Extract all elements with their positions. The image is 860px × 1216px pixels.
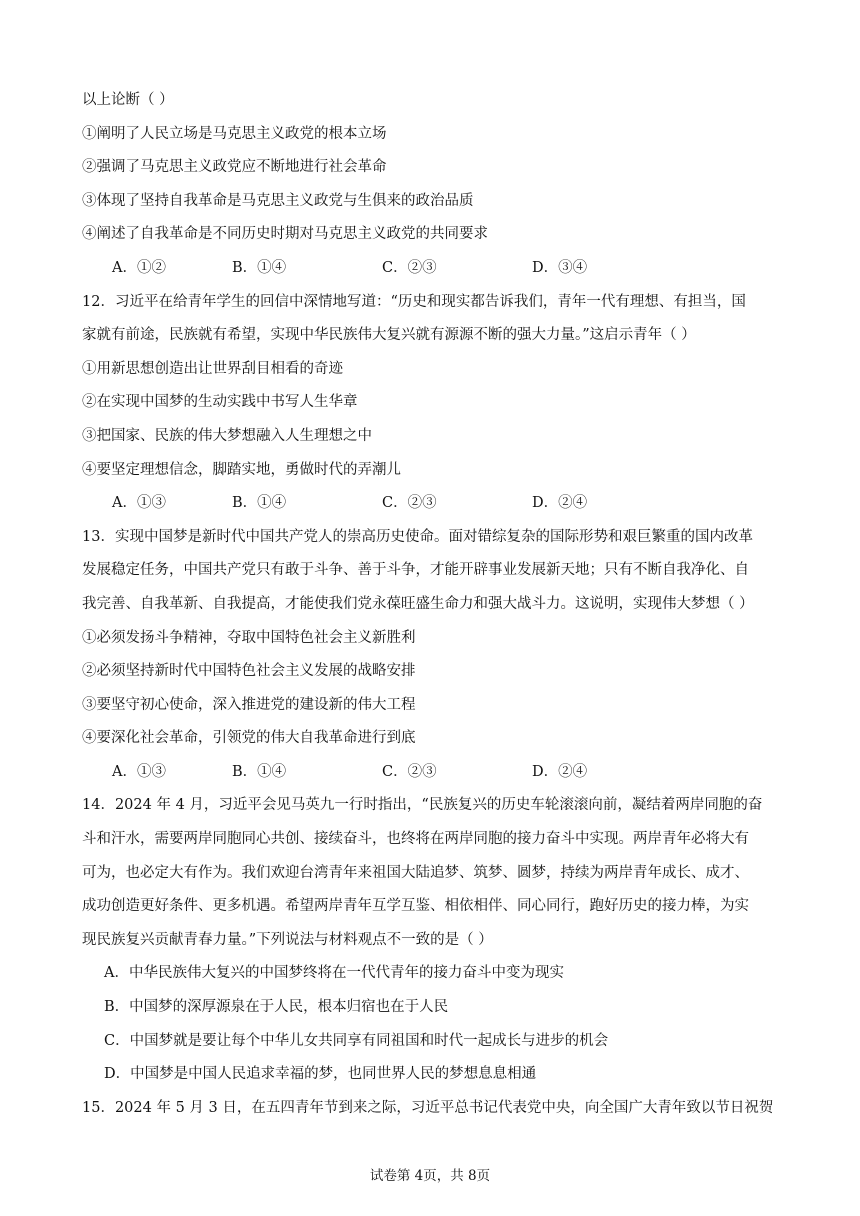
q13-choice-b: B．①④ xyxy=(232,763,287,780)
q13-option-4: ④要深化社会革命，引领党的伟大自我革命进行到底 xyxy=(82,730,416,747)
q15-stem-line: 15．2024 年 5 月 3 日，在五四青年节到来之际，习近平总书记代表党中央，向全国广大青年致以节日祝贺 xyxy=(82,1099,774,1116)
q12-choice-b: B．①④ xyxy=(232,495,287,512)
q14-choice-d: D．中国梦是中国人民追求幸福的梦，也同世界人民的梦想息息相通 xyxy=(104,1066,537,1083)
question-content xyxy=(82,86,782,1127)
q12-choice-a: A．①③ xyxy=(112,495,166,512)
q14-stem-line: 成功创造更好条件、更多机遇。希望两岸青年互学互鉴、相依相伴、同心同行，跑好历史的接力棒，为实 xyxy=(82,898,749,915)
q14-choice-c: C．中国梦就是要让每个中华儿女共同享有同祖国和时代一起成长与进步的机会 xyxy=(104,1032,609,1049)
q14-choice-a: A．中华民族伟大复兴的中国梦终将在一代代青年的接力奋斗中变为现实 xyxy=(104,965,564,982)
q12-option-3: ③把国家、民族的伟大梦想融入人生理想之中 xyxy=(82,427,372,444)
q14-stem-line: 现民族复兴贡献青春力量。”下列说法与材料观点不一致的是（ ） xyxy=(82,931,493,948)
q13-stem-line: 我完善、自我革新、自我提高，才能使我们党永葆旺盛生命力和强大战斗力。这说明，实现伟大梦想（ ） xyxy=(82,595,754,612)
page-footer: 试卷第 4页，共 8页 xyxy=(369,1168,491,1184)
q12-option-2: ②在实现中国梦的生动实践中书写人生华章 xyxy=(82,394,358,411)
q12-option-1: ①用新思想创造出让世界刮目相看的奇迹 xyxy=(82,360,343,377)
q14-stem-line: 可为，也必定大有作为。我们欢迎台湾青年来祖国大陆追梦、筑梦、圆梦，持续为两岸青年成长、成才、 xyxy=(82,864,749,881)
q13-stem-line: 13．实现中国梦是新时代中国共产党人的崇高历史使命。面对错综复杂的国际形势和艰巨繁重的国内改革 xyxy=(82,528,753,545)
q13-option-3: ③要坚守初心使命，深入推进党的建设新的伟大工程 xyxy=(82,696,416,713)
q12-choice-d: D．②④ xyxy=(532,495,588,512)
choice-d: D．③④ xyxy=(532,259,588,276)
option-2: ②强调了马克思主义政党应不断地进行社会革命 xyxy=(82,159,387,176)
q13-stem-line: 发展稳定任务，中国共产党只有敢于斗争、善于斗争，才能开辟事业发展新天地；只有不断自我净化、自 xyxy=(82,562,749,579)
choice-c: C．②③ xyxy=(382,259,437,276)
q13-option-1: ①必须发扬斗争精神，夺取中国特色社会主义新胜利 xyxy=(82,629,416,646)
q12-answer-choices xyxy=(82,489,782,523)
q13-option-2: ②必须坚持新时代中国特色社会主义发展的战略安排 xyxy=(82,663,416,680)
option-1: ①阐明了人民立场是马克思主义政党的根本立场 xyxy=(82,125,387,142)
q12-choice-c: C．②③ xyxy=(382,495,437,512)
option-4: ④阐述了自我革命是不同历史时期对马克思主义政党的共同要求 xyxy=(82,226,488,243)
q14-stem-line: 斗和汗水，需要两岸同胞同心共创、接续奋斗，也终将在两岸同胞的接力奋斗中实现。两岸青年必将大有 xyxy=(82,831,749,848)
choice-b: B．①④ xyxy=(232,259,287,276)
choice-a: A．①② xyxy=(112,259,166,276)
q13-choice-a: A．①③ xyxy=(112,763,166,780)
question-stem: 以上论断（ ） xyxy=(82,92,174,108)
answer-choices xyxy=(82,254,782,288)
q13-choice-d: D．②④ xyxy=(532,763,588,780)
q13-answer-choices xyxy=(82,758,782,792)
q13-choice-c: C．②③ xyxy=(382,763,437,780)
q12-stem-line: 家就有前途，民族就有希望，实现中华民族伟大复兴就有源源不断的强大力量。”这启示青年（ ） xyxy=(82,327,696,344)
option-3: ③体现了坚持自我革命是马克思主义政党与生俱来的政治品质 xyxy=(82,192,474,209)
q12-stem-line: 12．习近平在给青年学生的回信中深情地写道：“历史和现实都告诉我们，青年一代有理想、有担当，国 xyxy=(82,293,746,310)
q12-option-4: ④要坚定理想信念，脚踏实地，勇做时代的弄潮儿 xyxy=(82,461,401,478)
q14-stem-line: 14．2024 年 4 月，习近平会见马英九一行时指出，“民族复兴的历史车轮滚滚向前，凝结着两岸同胞的奋 xyxy=(82,797,763,814)
q14-choice-b: B．中国梦的深厚源泉在于人民，根本归宿也在于人民 xyxy=(104,999,449,1016)
